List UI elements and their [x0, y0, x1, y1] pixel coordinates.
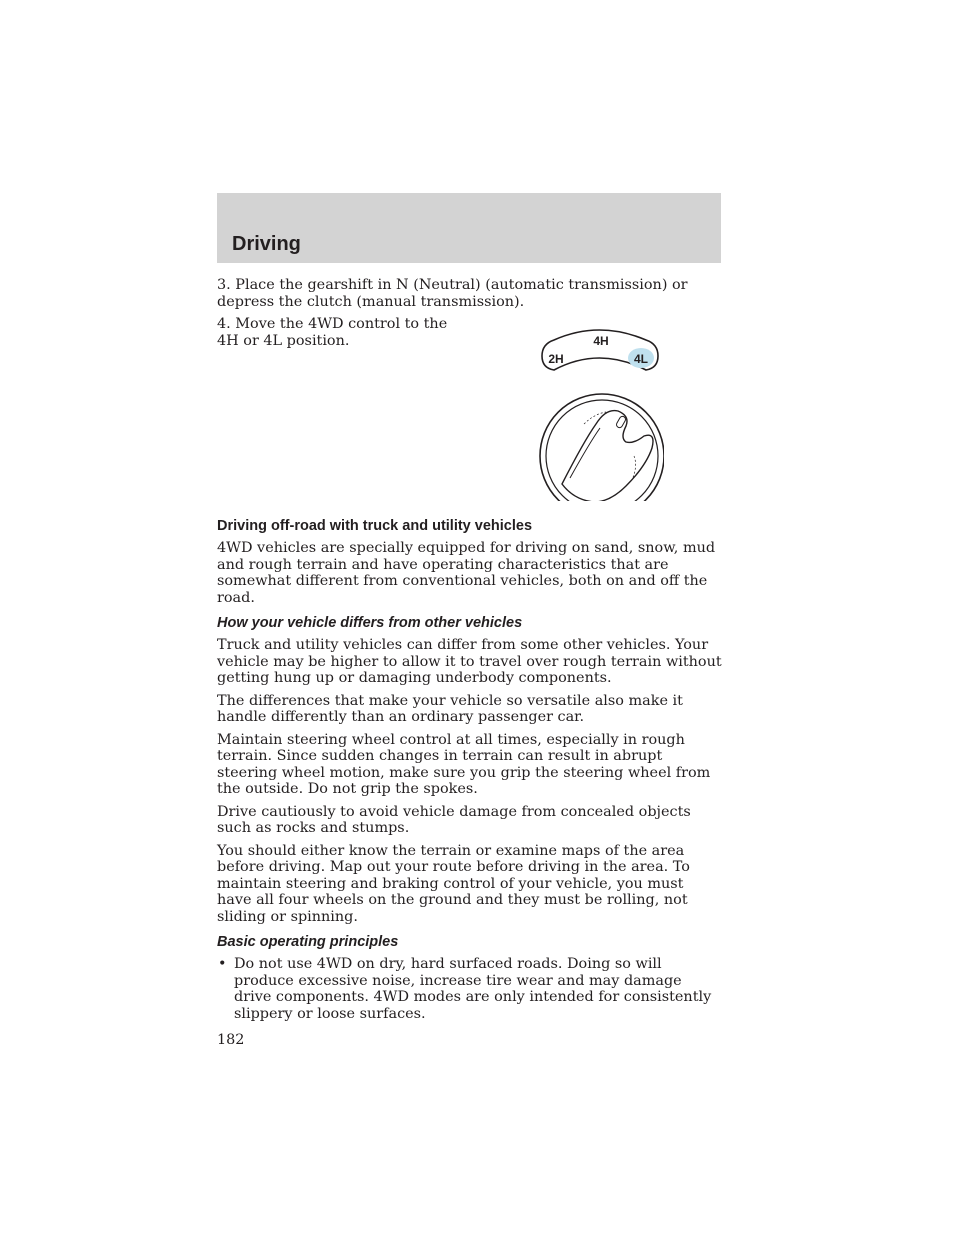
differs-paragraph-3: Maintain steering wheel control at all times, especially in rough terrain. Since sudden changes in terrain can result in abrupt steering wheel motion, make sure you grip the steering wheel from the outside. Do not grip the spokes.	[217, 731, 711, 797]
4wd-control-dial-illustration	[534, 316, 664, 501]
differs-paragraph-5: You should either know the terrain or examine maps of the area before driving. Map out your route before driving in the area. To maintain steering and braking control of your vehicle, you must have all four wheels on the ground and they must be rolling, not sliding or spinning.	[217, 842, 690, 925]
differs-paragraph-1: Truck and utility vehicles can differ from some other vehicles. Your vehicle may be higher to allow it to travel over rough terrain without getting hung up or damaging underbody components.	[217, 637, 722, 686]
section-title: Driving	[232, 233, 301, 255]
basic-heading: Basic operating principles	[217, 934, 399, 950]
page-number: 182	[217, 1032, 245, 1048]
offroad-heading: Driving off-road with truck and utility vehicles	[217, 518, 533, 534]
differs-heading: How your vehicle differs from other vehicles	[217, 615, 523, 631]
knob-outer-ring	[540, 394, 664, 501]
basic-bullet-list	[217, 956, 722, 1022]
step-3-text: 3. Place the gearshift in N (Neutral) (automatic transmission) or depress the clutch (manual transmission).	[217, 277, 688, 310]
bullet-marker: •	[218, 956, 227, 972]
page-content	[217, 277, 722, 1049]
offroad-paragraph: 4WD vehicles are specially equipped for driving on sand, snow, mud and rough terrain and have operating characteristics that are somewhat different from conventional vehicles, both on and off the road.	[217, 540, 716, 606]
differs-paragraph-4: Drive cautiously to avoid vehicle damage from concealed objects such as rocks and stumps.	[217, 803, 691, 836]
differs-paragraph-2: The differences that make your vehicle so versatile also make it handle differently than an ordinary passenger car.	[217, 692, 683, 725]
step-4-text: 4. Move the 4WD control to the 4H or 4L position.	[217, 316, 448, 349]
section-header-band	[217, 193, 721, 263]
step-4-row	[217, 316, 722, 506]
label-4h: 4H	[593, 334, 609, 348]
label-4l: 4L	[633, 352, 649, 366]
label-2h: 2H	[548, 352, 564, 366]
bullet-text: Do not use 4WD on dry, hard surfaced roads. Doing so will produce excessive noise, increase tire wear and may damage drive components. 4WD modes are only intended for consistently slippery or loose surfaces.	[234, 956, 712, 1022]
list-item	[217, 956, 722, 1022]
